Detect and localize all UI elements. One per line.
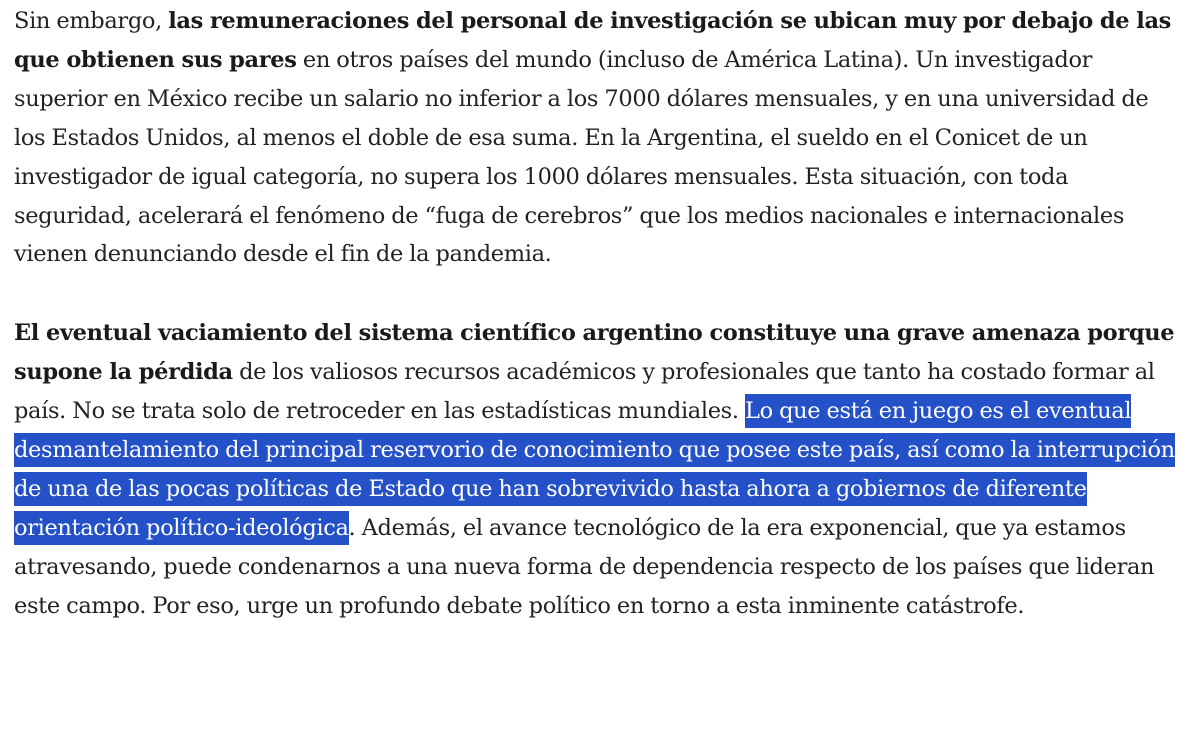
bold-phrase-threat: El eventual vaciamiento del sistema científico argentino constituye una grave amenaza porque supone la pérdida — [14, 320, 1175, 386]
bold-phrase-salaries: las remuneraciones del personal de investigación se ubican muy por debajo de las que obtienen sus pares — [14, 8, 1171, 73]
paragraph-body-text: . Además, el avance tecnológico de la era exponencial, que ya estamos atravesando, puede condenarnos a una nueva forma de dependencia respecto de los países que lideran este campo. Por eso, urge un profundo debate político en torno a esta inminente catástrofe. — [14, 514, 1155, 619]
paragraph-body-text: de los valiosos recursos académicos y profesionales que tanto ha costado formar al país. No se trata solo de retroceder en las estadísticas mundiales. — [14, 359, 1155, 425]
selected-text-highlight[interactable]: Lo que está en juego es el eventual desmantelamiento del principal reservorio de conocimiento que posee este país, así como la interrupción de una de las pocas políticas de Estado que han sobrevivido hasta ahora a gobiernos de diferente orientación político-ideológica — [14, 394, 1175, 545]
paragraph-scientific-system[interactable] — [14, 314, 1180, 625]
paragraph-body-text: en otros países del mundo (incluso de América Latina). Un investigador superior en México recibe un salario no inferior a los 7000 dólares mensuales, y en una universidad de los Estados Unidos, al menos el doble de esa suma. En la Argentina, el sueldo en el Conicet de un investigador de igual categoría, no supera los 1000 dólares mensuales. Esta situación, con toda seguridad, acelerará el fenómeno de “fuga de cerebros” que los medios nacionales e internacionales vienen denunciando desde el fin de la pandemia. — [14, 46, 1149, 268]
paragraph-intro-text: Sin embargo, — [14, 8, 169, 34]
paragraph-salaries[interactable] — [14, 2, 1180, 274]
